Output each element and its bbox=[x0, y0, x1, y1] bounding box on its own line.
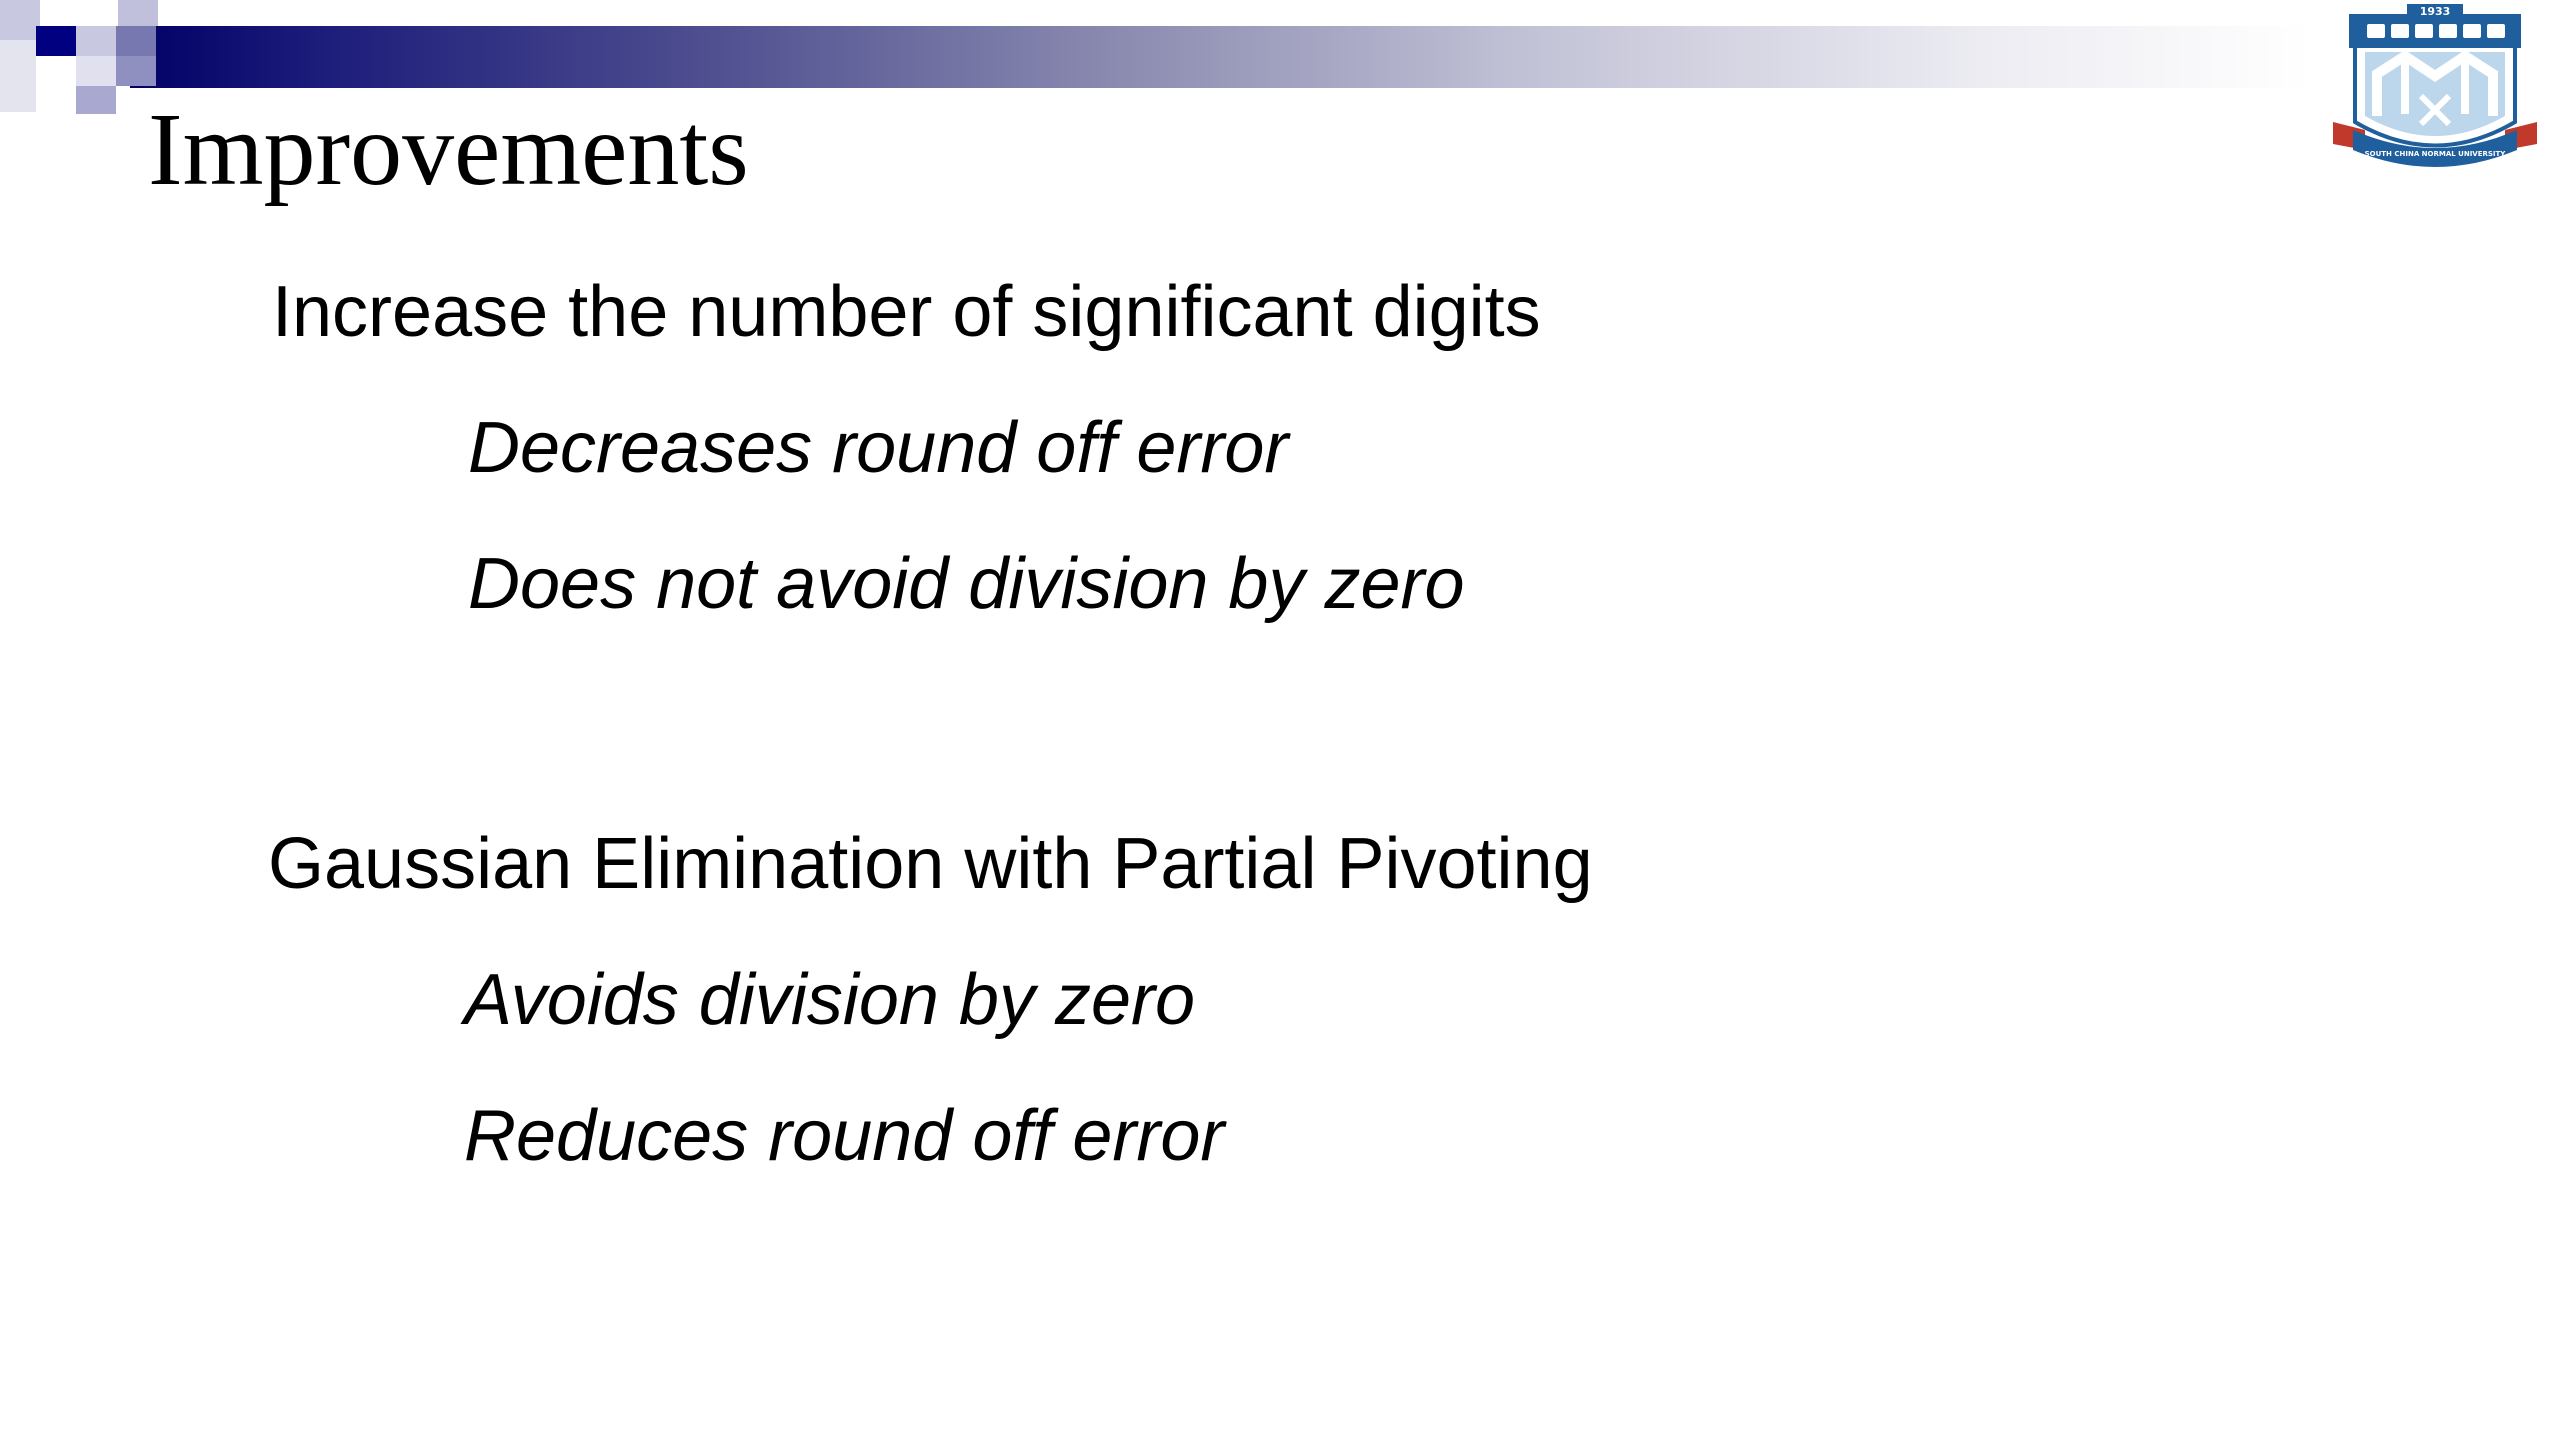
section-heading: Increase the number of significant digits bbox=[272, 272, 1541, 352]
header-gradient-band bbox=[130, 26, 2310, 88]
decor-square bbox=[116, 56, 156, 86]
section-point: Avoids division by zero bbox=[464, 960, 1196, 1040]
section-point: Does not avoid division by zero bbox=[468, 544, 1465, 624]
logo-english-name: SOUTH CHINA NORMAL UNIVERSITY bbox=[2364, 150, 2506, 158]
decor-square bbox=[0, 40, 36, 112]
university-logo bbox=[2325, 4, 2545, 176]
slide-title: Improvements bbox=[148, 92, 749, 207]
decor-square bbox=[76, 56, 116, 86]
logo-year-text: 1933 bbox=[2419, 5, 2451, 18]
section-point: Decreases round off error bbox=[468, 408, 1289, 488]
decor-square bbox=[0, 0, 40, 40]
decor-square bbox=[118, 0, 158, 26]
decor-square bbox=[36, 26, 76, 56]
section-point: Reduces round off error bbox=[464, 1096, 1225, 1176]
section-heading: Gaussian Elimination with Partial Pivoting bbox=[268, 824, 1593, 904]
decor-square bbox=[116, 26, 156, 56]
decor-square bbox=[76, 86, 116, 114]
decor-square bbox=[76, 26, 116, 56]
